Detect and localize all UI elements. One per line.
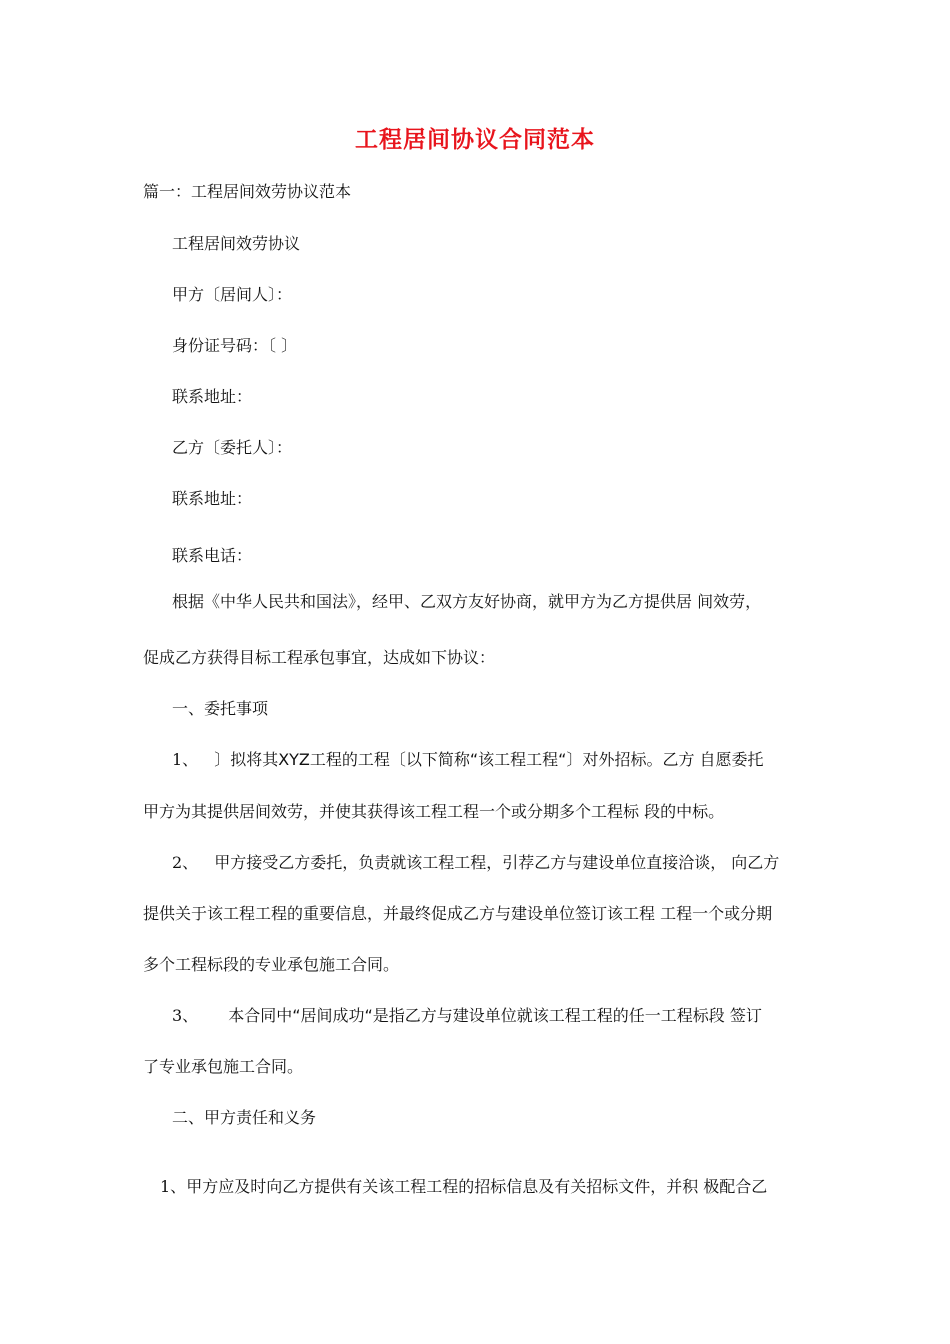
section-2-item-1-text-line-1: 甲方应及时向乙方提供有关该工程工程的招标信息及有关招标文件，并积 极配合乙 <box>186 1177 768 1196</box>
party-b-label: 乙方〔委托人〕： <box>172 438 293 457</box>
item-3-text-line-1: 本合同中“居间成功“是指乙方与建设单位就该工程工程的任一工程标段 签订 <box>228 1006 762 1025</box>
contact-phone-label: 联系电话： <box>172 546 253 565</box>
item-1-text-line-1: 〕拟将其XYZ工程的工程〔以下简称“该工程工程“〕对外招标。乙方 自愿委托 <box>214 750 764 769</box>
part-heading: 篇一：工程居间效劳协议范本 <box>143 182 352 201</box>
item-2-paragraph-line-1 <box>172 852 779 874</box>
item-3-paragraph-line-2: 了专业承包施工合同。 <box>143 1057 304 1076</box>
section-2-heading: 二、甲方责任和义务 <box>172 1108 317 1127</box>
item-1-number: 1、 <box>172 750 199 769</box>
contact-address-a-label: 联系地址： <box>172 387 253 406</box>
item-2-number: 2、 <box>172 853 199 872</box>
section-1-heading: 一、委托事项 <box>172 699 269 718</box>
item-3-number: 3、 <box>172 1006 199 1025</box>
item-1-paragraph-line-1 <box>172 749 764 771</box>
agreement-subtitle: 工程居间效劳协议 <box>172 234 301 253</box>
section-2-item-1-number: 1、 <box>160 1177 187 1196</box>
item-2-text-line-1: 甲方接受乙方委托，负责就该工程工程，引荐乙方与建设单位直接洽谈， 向乙方 <box>214 853 780 872</box>
id-number-label: 身份证号码：〔 〕 <box>172 336 298 355</box>
section-2-item-1-paragraph-line-1 <box>160 1176 767 1198</box>
item-2-paragraph-line-2: 提供关于该工程工程的重要信息，并最终促成乙方与建设单位签订该工程 工程一个或分期 <box>143 904 773 923</box>
item-3-paragraph-line-1 <box>172 1005 762 1027</box>
intro-paragraph-line-2: 促成乙方获得目标工程承包事宜，达成如下协议： <box>143 648 496 667</box>
item-1-paragraph-line-2: 甲方为其提供居间效劳，并使其获得该工程工程一个或分期多个工程标 段的中标。 <box>143 802 725 821</box>
contact-address-b-label: 联系地址： <box>172 489 253 508</box>
document-title: 工程居间协议合同范本 <box>355 127 595 153</box>
item-2-paragraph-line-3: 多个工程标段的专业承包施工合同。 <box>143 955 400 974</box>
intro-paragraph-line-1: 根据《中华人民共和国法》，经甲、乙双方友好协商，就甲方为乙方提供居 间效劳， <box>172 592 762 611</box>
party-a-label: 甲方〔居间人〕： <box>172 285 293 304</box>
